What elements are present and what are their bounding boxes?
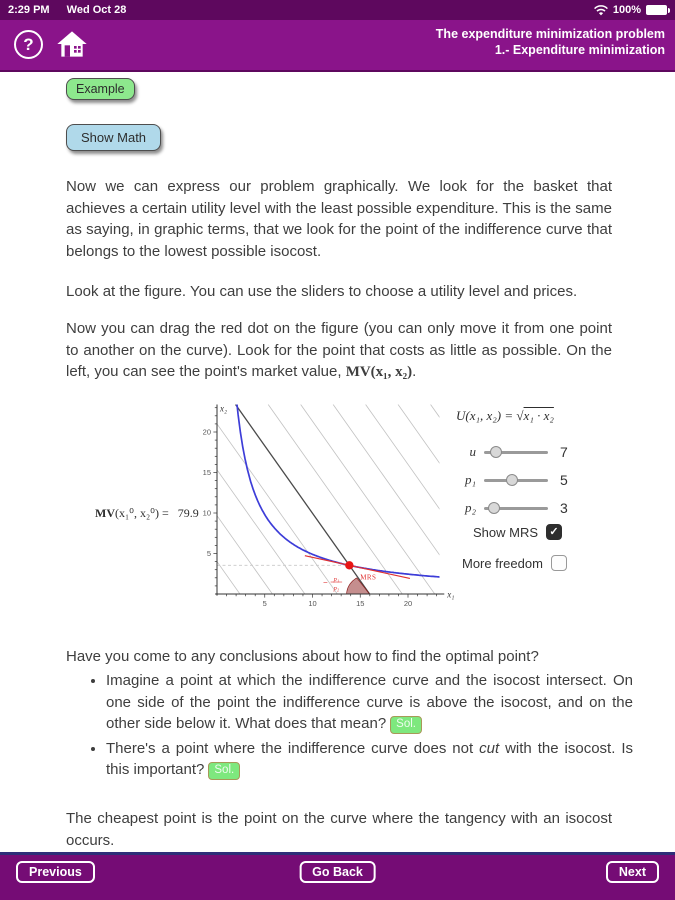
slider-u-handle[interactable]: [490, 446, 502, 458]
svg-text:x₂: x₂: [220, 403, 228, 414]
status-left: [8, 4, 140, 16]
battery-percent: 100%: [612, 4, 641, 16]
slider-p1: [458, 473, 568, 487]
show-math-button[interactable]: Show Math: [66, 124, 161, 151]
next-button[interactable]: Next: [606, 861, 659, 883]
mv-inline-math: MV(x₁, x₂): [345, 364, 413, 380]
svg-text:20: 20: [202, 427, 211, 437]
p3-period: .: [412, 363, 417, 380]
slider-p2-handle[interactable]: [488, 502, 500, 514]
page-title-line1: The expenditure minimization problem: [435, 27, 665, 41]
slider-p2-track[interactable]: [484, 507, 548, 510]
svg-text:x₁: x₁: [447, 589, 455, 600]
p3-text: Now you can drag the red dot on the figure (you can only move it from one point to another on the curve). Look for the point that costs as little as possible. On the left, you can see the point's market value,: [66, 320, 612, 380]
market-value: 79.9: [177, 506, 199, 520]
figure-chart[interactable]: [188, 398, 458, 612]
list-item: [106, 738, 633, 781]
show-mrs-checkbox[interactable]: ✓: [546, 524, 562, 540]
more-freedom-label: More freedom: [462, 555, 543, 571]
market-value-label: [95, 506, 199, 521]
bullet1-text: Imagine a point at which the indifference curve and the isocost intersect. On one side of the point the indifference curve is above the isocost, and on the other side below it. What does that mean?: [106, 672, 633, 732]
battery-icon: [646, 5, 667, 15]
list-item: [106, 670, 633, 735]
help-icon[interactable]: ?: [14, 30, 43, 59]
solution-button-1[interactable]: Sol.: [390, 716, 422, 734]
status-right: [594, 4, 667, 16]
bullet2-text-before: There's a point where the indifference curve does not: [106, 739, 480, 757]
svg-text:MRS: MRS: [360, 573, 377, 582]
svg-text:10: 10: [308, 599, 317, 608]
paragraph-intro: Now we can express our problem graphically. We look for the basket that achieves a certain utility level with the least possible expenditure. This is the same as saying, in graphic terms, that we look for the point of the indifference curve that belongs to the lowest possible isocost.: [66, 178, 612, 260]
page-title-line2: 1.- Expenditure minimization: [494, 43, 665, 57]
home-icon[interactable]: [56, 28, 88, 60]
mv-args: (x₁⁰, x₂⁰) =: [115, 506, 169, 520]
utility-formula-prefix: U(x₁, x₂) =: [456, 408, 517, 423]
svg-text:20: 20: [403, 599, 413, 608]
bullet-list: [86, 670, 633, 784]
slider-u-track[interactable]: [484, 451, 548, 454]
svg-text:p₂: p₂: [333, 584, 340, 592]
svg-text:−: −: [323, 578, 328, 588]
slider-p1-value: 5: [560, 472, 568, 488]
slider-p1-label: p₁: [464, 472, 476, 487]
sqrt-radicand: x₁ · x₂: [523, 408, 554, 423]
svg-text:5: 5: [206, 549, 211, 559]
bullet2-italic: cut: [479, 739, 500, 757]
clock: 2:29 PM: [8, 4, 50, 16]
slider-p2-label: p₂: [464, 500, 476, 515]
mv-expression: [95, 506, 169, 521]
page-title: [436, 26, 665, 58]
previous-button[interactable]: Previous: [16, 861, 95, 883]
footer-bar: [0, 852, 675, 900]
solution-button-2[interactable]: Sol.: [208, 762, 240, 780]
slider-p2: [458, 501, 568, 515]
svg-text:5: 5: [262, 599, 267, 608]
svg-text:p₁: p₁: [333, 575, 340, 583]
wifi-icon: [594, 5, 608, 16]
date: Wed Oct 28: [66, 4, 127, 16]
show-mrs-row: [473, 524, 562, 540]
red-dot[interactable]: [345, 561, 353, 569]
svg-text:15: 15: [356, 599, 365, 608]
utility-formula: [456, 408, 554, 424]
go-back-button[interactable]: Go Back: [299, 861, 376, 883]
mv-bold: MV: [95, 506, 115, 520]
example-button[interactable]: Example: [66, 78, 135, 100]
slider-u-value: 7: [560, 444, 568, 460]
slider-p1-handle[interactable]: [506, 474, 518, 486]
paragraph-conclusion: The cheapest point is the point on the curve where the tangency with an isocost occurs.: [66, 810, 612, 849]
slider-p1-track[interactable]: [484, 479, 548, 482]
paragraph-drag-instructions: [66, 318, 612, 384]
svg-text:15: 15: [202, 468, 211, 478]
bullet2-text-after: with the isocost. Is this important?: [106, 739, 634, 778]
header: [0, 20, 675, 72]
conclusion-question: Have you come to any conclusions about how to find the optimal point?: [66, 648, 539, 665]
slider-p2-value: 3: [560, 500, 568, 516]
more-freedom-checkbox[interactable]: [551, 555, 567, 571]
more-freedom-row: [462, 555, 567, 571]
slider-u: [458, 445, 568, 459]
paragraph-figure-hint: Look at the figure. You can use the sliders to choose a utility level and prices.: [66, 283, 578, 300]
show-mrs-label: Show MRS: [473, 524, 539, 540]
status-bar: [0, 0, 675, 20]
slider-u-label: u: [469, 444, 476, 459]
sqrt-sign: √: [516, 408, 524, 423]
svg-text:10: 10: [202, 508, 211, 518]
